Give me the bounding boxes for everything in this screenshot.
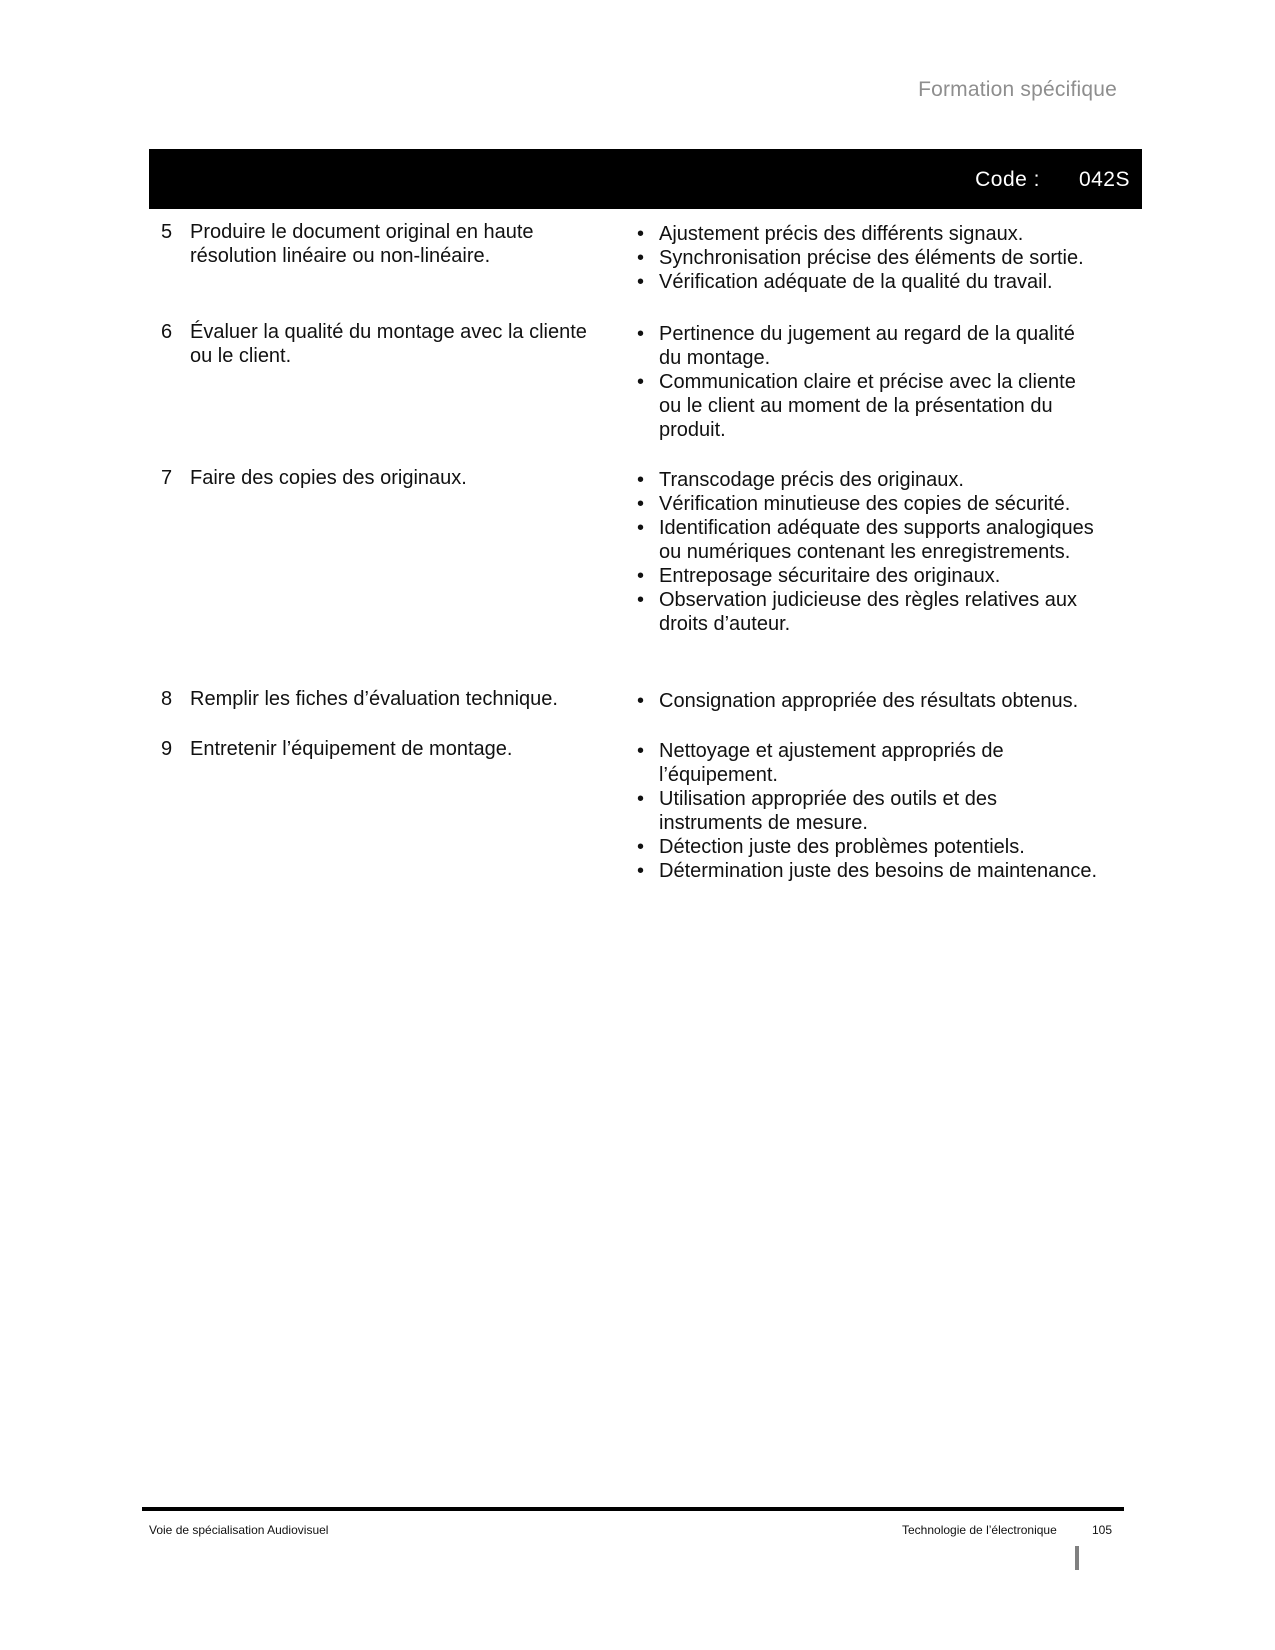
- margin-mark: [1075, 1546, 1079, 1570]
- task-cell: [149, 220, 629, 320]
- task-cell: [149, 687, 629, 737]
- criteria-list: [629, 689, 1099, 737]
- criterion-item: • Détermination juste des besoins de maintenance.: [629, 859, 1099, 883]
- criterion-item: • Détection juste des problèmes potentiels.: [629, 835, 1099, 859]
- table-row: [149, 737, 1142, 883]
- criterion-item: • Synchronisation précise des éléments de sortie.: [629, 246, 1099, 270]
- task-cell: [149, 320, 629, 466]
- table-row: [149, 220, 1142, 320]
- criteria-list: [629, 739, 1099, 883]
- code-bar: [149, 149, 1142, 209]
- task-cell: [149, 737, 629, 883]
- criterion-item: • Communication claire et précise avec la cliente ou le client au moment de la présentation du produit.: [629, 370, 1099, 442]
- criteria-list: [629, 222, 1099, 320]
- task-number: 7: [161, 467, 173, 489]
- task-text: Entretenir l’équipement de montage.: [190, 738, 513, 760]
- table-row: [149, 687, 1142, 737]
- criterion-item: • Pertinence du jugement au regard de la qualité du montage.: [629, 322, 1099, 370]
- page-number: 105: [1092, 1523, 1113, 1537]
- criterion-item: • Transcodage précis des originaux.: [629, 468, 1099, 492]
- criterion-item: • Ajustement précis des différents signaux.: [629, 222, 1099, 246]
- code-label: Code :: [975, 168, 1040, 191]
- criterion-item: • Identification adéquate des supports analogiques ou numériques contenant les enregistrements.: [629, 516, 1099, 564]
- criteria-list: [629, 322, 1099, 466]
- task-number: 9: [161, 738, 173, 760]
- task-number: 8: [161, 688, 173, 710]
- task-text: Faire des copies des originaux.: [190, 467, 467, 489]
- task-number: 6: [161, 321, 173, 343]
- criterion-item: • Consignation appropriée des résultats obtenus.: [629, 689, 1099, 713]
- footer-divider: [142, 1507, 1124, 1511]
- page-section-title: Formation spécifique: [918, 78, 1117, 101]
- competency-table: [149, 220, 1142, 883]
- task-text: Évaluer la qualité du montage avec la cliente ou le client.: [190, 321, 587, 367]
- table-row: [149, 466, 1142, 687]
- criteria-list: [629, 468, 1099, 687]
- task-text: Produire le document original en haute résolution linéaire ou non-linéaire.: [190, 221, 534, 267]
- code-value: 042S: [1078, 168, 1130, 191]
- criterion-item: • Observation judicieuse des règles relatives aux droits d’auteur.: [629, 588, 1099, 636]
- criterion-item: • Vérification adéquate de la qualité du travail.: [629, 270, 1099, 294]
- task-number: 5: [161, 221, 173, 243]
- table-row: [149, 320, 1142, 466]
- criterion-item: • Entreposage sécuritaire des originaux.: [629, 564, 1099, 588]
- footer-program: Voie de spécialisation Audiovisuel: [149, 1523, 329, 1537]
- task-text: Remplir les fiches d’évaluation technique.: [190, 688, 558, 710]
- footer-title: Technologie de l’électronique: [902, 1523, 1057, 1537]
- criterion-item: • Vérification minutieuse des copies de sécurité.: [629, 492, 1099, 516]
- task-cell: [149, 466, 629, 687]
- criterion-item: • Utilisation appropriée des outils et des instruments de mesure.: [629, 787, 1099, 835]
- criterion-item: • Nettoyage et ajustement appropriés de l’équipement.: [629, 739, 1099, 787]
